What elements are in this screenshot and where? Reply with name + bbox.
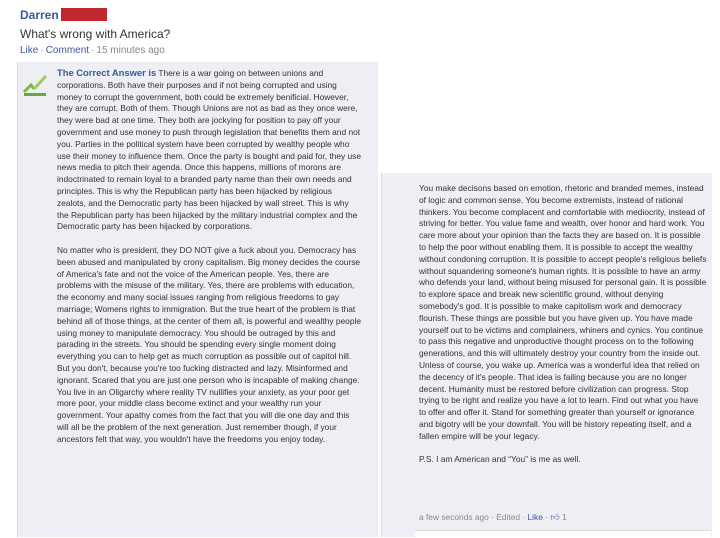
redaction-bar [61,8,107,21]
separator-dot: · [40,45,44,56]
separator-dot: · [491,512,494,522]
edited-label[interactable]: Edited [496,512,521,522]
author-name[interactable]: Darren [20,8,59,22]
separator-dot: · [91,45,95,56]
comment-2-meta [419,512,567,523]
commenter-name[interactable]: The Correct Answer is [57,67,157,78]
comment-2-para-1: You make decisons based on emotion, rhetoric and branded memes, instead of logic and common sense. You become extremists, instead of rational thinkers. You become complacent and comfortable with mediocrity, instead of striving for better. You value fame and wealth, over honor and hard work. You care more about your opinion than the facts they are based on. It is possible to help the poor without enabling them. It is possible to accept the wealthy without condoning corruption. It is possible to accept people's religious beliefs without squandering someone's human rights. It is possible to have an army who defends your land, without being misused for personal gain. It is possible to explore space and break new scientific ground, without denying somebody's god. It is possible to make capitolism work and democracy flourish. These things are possible but you have given up. You have made yourself out to be victims and complainers, whiners and cynics. You continue to pass this negative and unproductive thought process on to the following generations, and this will ultimately destroy your country from the inside out. Unless of course, you wake up. America was a wonderful idea that relied on the decency of it's people. That idea is failing because you are no longer decent. Humanity must be restored before civilization can progress. Stop trying to be right and realize you have a lot to learn. Find out what you have to offer and offer it. Stand for something greater than yourself or ignorance and bigotry will be your downfall. You will be history repeating itself, and a fallen empire will be your legacy. [419,183,707,441]
separator-dot: · [522,512,526,522]
status-text: What's wrong with America? [20,27,171,41]
comment-link[interactable]: Comment [45,45,90,56]
comment-2-body [419,183,707,478]
commenter-avatar-icon[interactable] [21,70,49,98]
post-timestamp[interactable]: 15 minutes ago [96,45,165,56]
thumbs-up-icon[interactable]: 👍︎ [550,512,560,522]
comment-like-link[interactable]: Like [527,512,543,522]
comment-1-para-1 [57,67,362,233]
comment-1-para-2: No matter who is president, they DO NOT give a fuck about you. Democracy has been abused and manipulated by crony capitalism. Big money decides the course of America's fate and not the voice of the American people. Yes, there are problems with the misuse of the military. Yes, there are problems with education, the economy and many social issues ranging from religious freedoms to gay marriage; Womens rights to immigration. But the true heart of the problem is that behind all of those things, at the center of them all, is powerful and wealthy people using money to manipulate democracy. You should be outraged by this and parading in the streets. You should be spending every single moment doing everything you can to help get as much corruption as possible out of capitol hill. But you don't, because you're too fucking distracted and lazy. Misinformed and ignorant. Scared that you are just one person who is incapable of making change. You live in an Oligarchy where reality TV nullifies your anxiety, as your poor get more poor, your middle class become extinct and your wealthy run your government. Your apathy comes from the fact that you will die one day and this will all be the problem of the next generation. Just remember though, if your ancestors felt that way, you wouldn't have the freedoms you enjoy today. [57,244,362,444]
separator-dot: · [545,512,548,522]
like-count[interactable]: 1 [562,512,567,522]
post-meta [20,45,165,56]
post-author[interactable] [20,8,107,22]
like-link[interactable]: Like [20,45,39,56]
comment-1-body [57,67,362,457]
comment-timestamp[interactable]: a few seconds ago [419,512,489,522]
comment-1-text: There is a war going on between unions and corporations. Both have their purposes and if not being corrupted and using money to corrupt the government, both could be extremely benificial. However, they are corrupt. Both of them. Though Unions are not as bad as they once were, they were bad at one time. They both are jockying for position to pay off your government and use money to push through legislation that benefits them and not you. Parties in the political system have been corrupted by wealthy people who use their money to influence them. Once the party is bought and paid for, they use news media to pitch their agenda. Once this happens, millions of morons are indoctrinated to remain loyal to a branded party name than their own needs and principles. This is why the Republican party has been hijacked by religious zealots, and the Democratic party has been hijacked by wall street. This is why the Republican party has been hijacked by the military industrial complex and the Democratic party has been hijacked by corporations. [57,68,362,232]
comment-2-ps: P.S. I am American and “You” is me as well. [419,454,581,465]
